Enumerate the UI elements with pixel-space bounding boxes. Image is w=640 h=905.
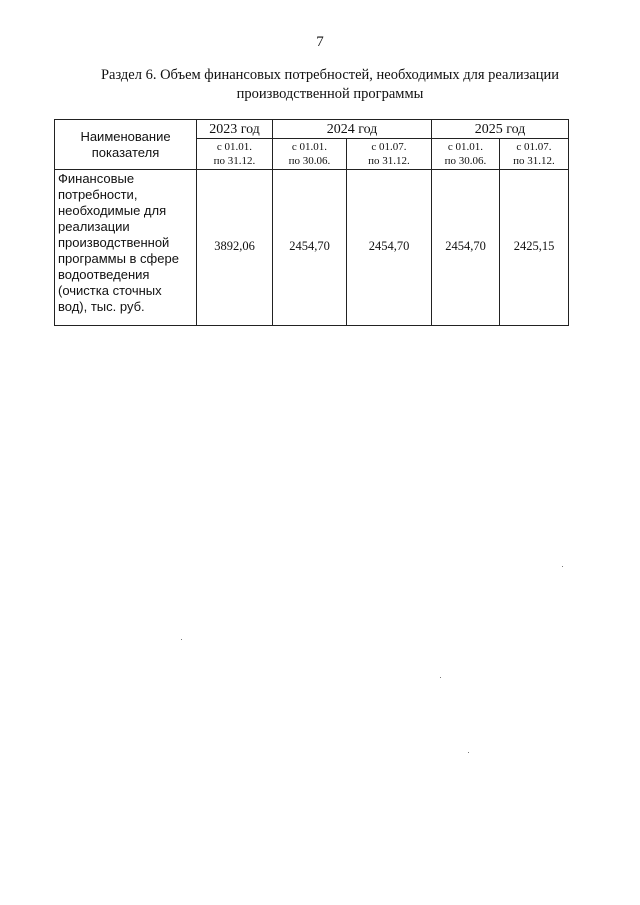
page-number: 7 [316, 34, 324, 50]
period-header [432, 139, 500, 170]
scan-speck [562, 566, 563, 567]
column-header-year-2024: 2024 год [273, 120, 432, 139]
column-header-name: Наименование показателя [55, 120, 197, 170]
row-label: Финансовые потребности, необходимые для реализации производственной программы в сфере водоотведения (очистка сточных вод), тыс. руб. [55, 170, 197, 326]
section-title [60, 66, 600, 104]
section-title-line-2: производственной программы [236, 86, 424, 102]
value-cell: 3892,06 [197, 170, 273, 326]
value-cell: 2454,70 [347, 170, 432, 326]
financial-needs-table [54, 119, 569, 326]
period-end: по 30.06. [288, 155, 331, 167]
period-end: по 31.12. [213, 155, 256, 167]
column-header-year-2023: 2023 год [197, 120, 273, 139]
period-header [273, 139, 347, 170]
period-end: по 30.06. [444, 155, 487, 167]
period-start: с 01.07. [516, 141, 552, 153]
value-cell: 2454,70 [273, 170, 347, 326]
section-title-line-1: Раздел 6. Объем финансовых потребностей, необходимых для реализации [100, 67, 560, 83]
scan-speck [468, 752, 469, 753]
table-row [55, 170, 569, 326]
period-header [347, 139, 432, 170]
period-start: с 01.01. [216, 141, 253, 153]
column-header-year-2025: 2025 год [432, 120, 569, 139]
period-start: с 01.01. [291, 141, 328, 153]
period-end: по 31.12. [368, 155, 410, 167]
scan-speck [440, 677, 441, 678]
table-header-row-years [55, 120, 569, 139]
period-end: по 31.12. [513, 155, 555, 167]
period-start: с 01.01. [447, 141, 484, 153]
value-cell: 2454,70 [432, 170, 500, 326]
period-header [500, 139, 569, 170]
period-start: с 01.07. [371, 141, 407, 153]
scan-speck [181, 639, 182, 640]
value-cell: 2425,15 [500, 170, 569, 326]
period-header [197, 139, 273, 170]
